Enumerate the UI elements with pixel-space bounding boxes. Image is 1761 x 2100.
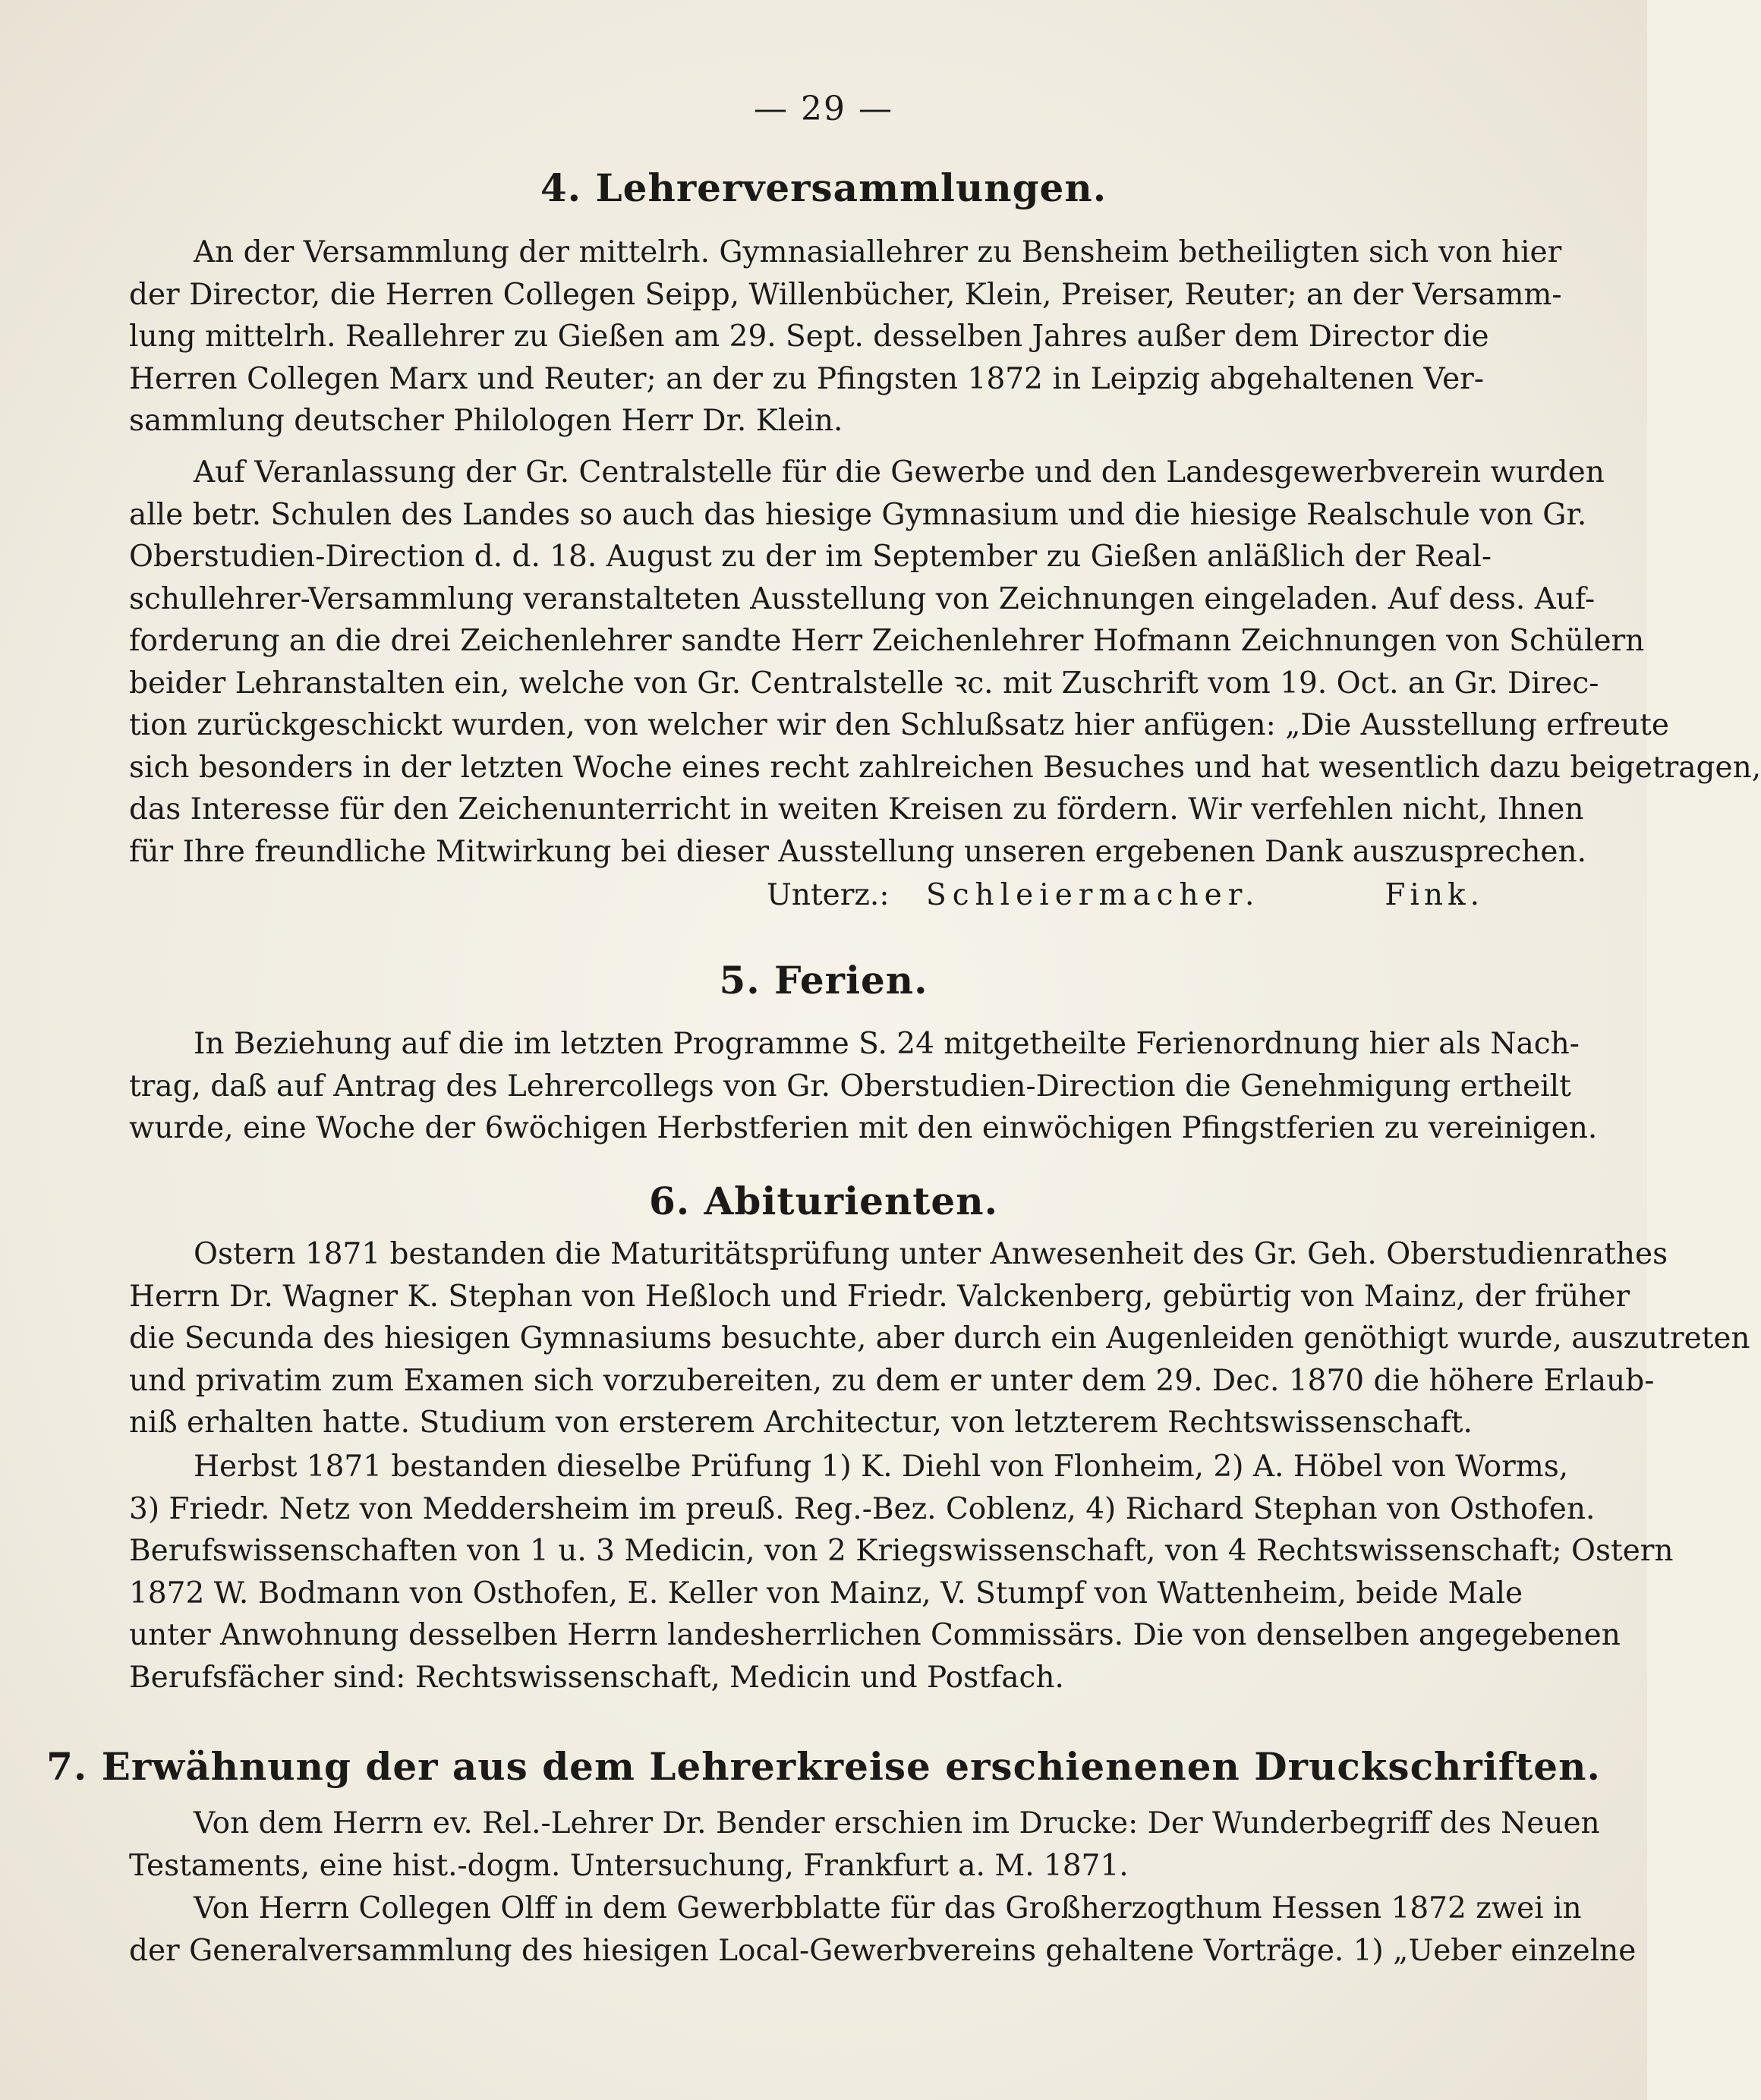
text-line: schullehrer-Versammlung veranstalteten Ausstellung von Zeichnungen eingeladen. Auf dess. Auf- xyxy=(129,581,1596,616)
text-line: Testaments, eine hist.-dogm. Untersuchung, Frankfurt a. M. 1871. xyxy=(129,1848,1129,1883)
text-line: der Director, die Herren Collegen Seipp, Willenbücher, Klein, Preiser, Reuter; an der Versamm- xyxy=(129,277,1562,312)
paragraph xyxy=(129,1446,1674,1699)
text-line: und privatim zum Examen sich vorzubereiten, zu dem er unter dem 29. Dec. 1870 die höhere Erlaub- xyxy=(129,1363,1655,1398)
signature-name: Schleiermacher. xyxy=(926,878,1261,912)
text-line: für Ihre freundliche Mitwirkung bei dieser Ausstellung unseren ergebenen Dank auszusprechen. xyxy=(129,834,1587,869)
text-line: der Generalversammlung des hiesigen Local-Gewerbvereins gehaltene Vorträge. 1) „Ueber einzelne xyxy=(129,1933,1637,1968)
text-line: Herrn Dr. Wagner K. Stephan von Heßloch und Friedr. Valckenberg, gebürtig von Mainz, der früher xyxy=(129,1279,1630,1314)
text-line: trag, daß auf Antrag des Lehrercollegs von Gr. Oberstudien-Direction die Genehmigung ertheilt xyxy=(129,1069,1571,1104)
text-line: das Interesse für den Zeichenunterricht in weiten Kreisen zu fördern. Wir verfehlen nicht, Ihnen xyxy=(129,792,1584,826)
text-line: Oberstudien-Direction d. d. 18. August zu der im September zu Gießen anläßlich der Real- xyxy=(129,540,1492,574)
text-line: Von Herrn Collegen Olff in dem Gewerbblatte für das Großherzogthum Hessen 1872 zwei in xyxy=(194,1891,1582,1925)
text-line: Herbst 1871 bestanden dieselbe Prüfung 1) K. Diehl von Flonheim, 2) A. Höbel von Worms, xyxy=(194,1450,1569,1484)
text-line: die Secunda des hiesigen Gymnasiums besuchte, aber durch ein Augenleiden genöthigt wurde, auszutreten xyxy=(129,1321,1750,1355)
signature-label: Unterz.: xyxy=(767,878,890,912)
paragraph xyxy=(129,1233,1750,1444)
text-line: beider Lehranstalten ein, welche von Gr. Centralstelle ꝛc. mit Zuschrift vom 19. Oct. an Gr. Direc- xyxy=(129,666,1599,701)
section-heading-abiturienten: 6. Abiturienten. xyxy=(649,1179,998,1223)
text-line: An der Versammlung der mittelrh. Gymnasiallehrer zu Bensheim betheiligten sich von hier xyxy=(194,235,1562,269)
text-line: niß erhalten hatte. Studium von ersterem Architectur, von letzterem Rechtswissenschaft. xyxy=(129,1406,1473,1440)
paragraph xyxy=(129,231,1562,442)
paragraph xyxy=(129,1023,1598,1150)
text-line: In Beziehung auf die im letzten Programme S. 24 mitgetheilte Ferienordnung hier als Nach- xyxy=(194,1027,1580,1061)
text-line: Auf Veranlassung der Gr. Centralstelle für die Gewerbe und den Landesgewerbverein wurden xyxy=(194,455,1605,490)
signature-name: Fink. xyxy=(1385,878,1484,912)
section-heading-druckschriften: 7. Erwähnung der aus dem Lehrerkreise erschienenen Druckschriften. xyxy=(46,1744,1601,1789)
text-line: 3) Friedr. Netz von Meddersheim im preuß. Reg.-Bez. Coblenz, 4) Richard Stephan von Osthofen. xyxy=(129,1491,1596,1526)
text-line: sich besonders in der letzten Woche eines recht zahlreichen Besuches und hat wesentlich dazu beigetragen, xyxy=(129,750,1761,785)
text-line: Herren Collegen Marx und Reuter; an der zu Pfingsten 1872 in Leipzig abgehaltenen Ver- xyxy=(129,361,1484,396)
text-line: lung mittelrh. Reallehrer zu Gießen am 29. Sept. desselben Jahres außer dem Director die xyxy=(129,320,1489,354)
text-line: unter Anwohnung desselben Herrn landesherrlichen Commissärs. Die von denselben angegebenen xyxy=(129,1618,1621,1652)
text-line: alle betr. Schulen des Landes so auch das hiesige Gymnasium und die hiesige Realschule von Gr. xyxy=(129,497,1587,532)
section-heading-lehrerversammlungen: 4. Lehrerversammlungen. xyxy=(540,165,1107,210)
text-line: Ostern 1871 bestanden die Maturitätsprüfung unter Anwesenheit des Gr. Geh. Oberstudienrathes xyxy=(194,1237,1668,1271)
text-line: Berufsfächer sind: Rechtswissenschaft, Medicin und Postfach. xyxy=(129,1660,1064,1695)
text-line: tion zurückgeschickt wurden, von welcher wir den Schlußsatz hier anfügen: „Die Ausstellung erfreute xyxy=(129,708,1669,742)
text-line: Von dem Herrn ev. Rel.-Lehrer Dr. Bender erschien im Drucke: Der Wunderbegriff des Neuen xyxy=(194,1806,1600,1840)
paragraph xyxy=(129,1802,1600,1887)
text-line: Berufswissenschaften von 1 u. 3 Medicin, von 2 Kriegswissenschaft, von 4 Rechtswissenschaft; Ostern xyxy=(129,1534,1674,1568)
paragraph xyxy=(129,1887,1637,1972)
page-number: — 29 — xyxy=(754,90,893,128)
text-line: forderung an die drei Zeichenlehrer sandte Herr Zeichenlehrer Hofmann Zeichnungen von Schülern xyxy=(129,624,1645,658)
text-line: sammlung deutscher Philologen Herr Dr. Klein. xyxy=(129,404,843,438)
text-line: 1872 W. Bodmann von Osthofen, E. Keller von Mainz, V. Stumpf von Wattenheim, beide Male xyxy=(129,1576,1523,1610)
text-line: wurde, eine Woche der 6wöchigen Herbstferien mit den einwöchigen Pfingstferien zu vereinigen. xyxy=(129,1111,1598,1145)
paragraph xyxy=(129,452,1761,873)
section-heading-ferien: 5. Ferien. xyxy=(719,958,928,1003)
